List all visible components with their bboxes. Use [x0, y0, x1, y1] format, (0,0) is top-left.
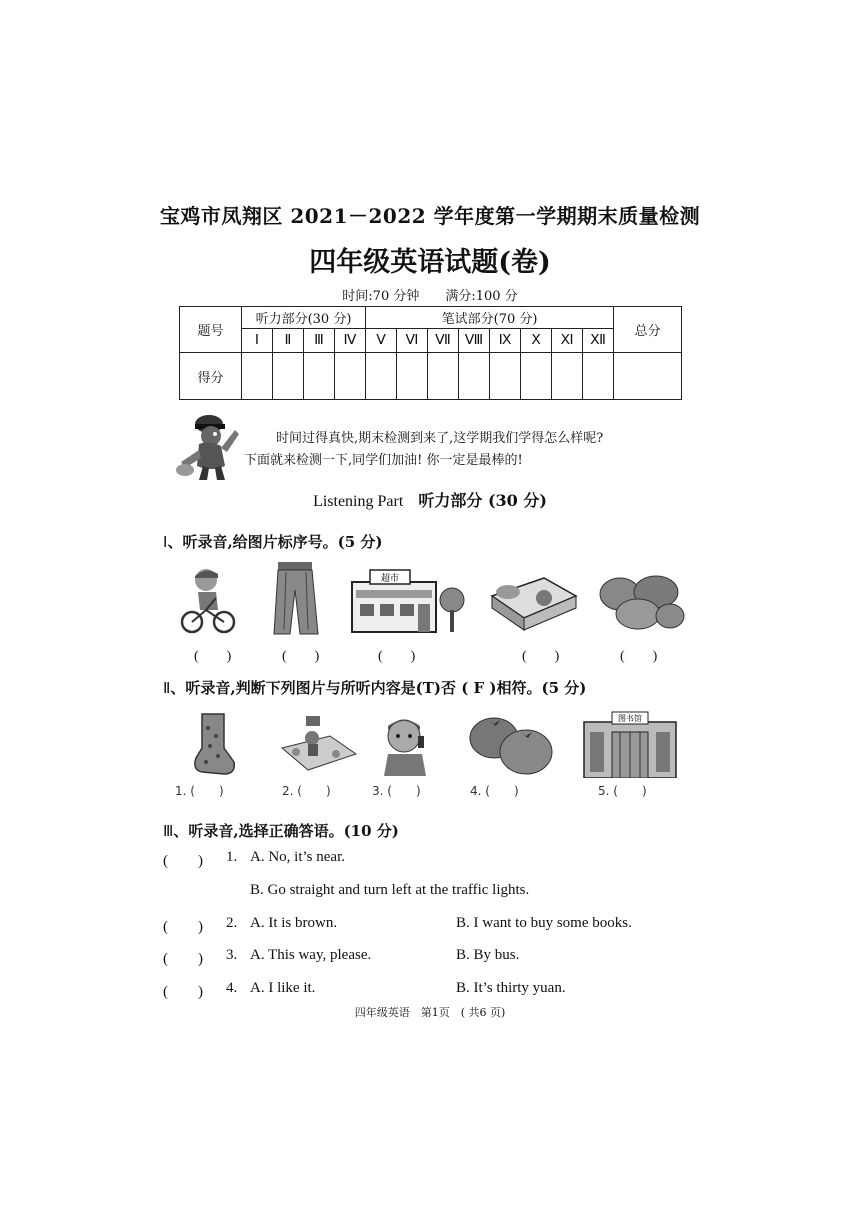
exam-meta: 时间:70 分钟 满分:100 分: [342, 289, 518, 304]
score-cell[interactable]: [397, 353, 428, 400]
score-col-numeral: Ⅷ: [459, 329, 490, 353]
q4-answer-blank[interactable]: ( ): [163, 984, 203, 1000]
score-col-numeral: Ⅲ: [304, 329, 335, 353]
s1-answer-blank[interactable]: ( ): [378, 649, 416, 664]
q2-option-a: A. It is brown.: [250, 915, 338, 931]
exam-title: 四年级英语试题(卷): [309, 247, 551, 278]
q4-option-a: A. I like it.: [250, 980, 316, 996]
mascot-illustration: [173, 410, 243, 482]
s1-answer-blank[interactable]: ( ): [620, 649, 658, 664]
score-table-listening: 听力部分(30 分): [242, 307, 366, 329]
q2-number: 2.: [226, 915, 238, 931]
tomatoes-picture: [466, 710, 556, 778]
section-2-heading: [163, 677, 586, 698]
trousers-picture: [268, 560, 324, 636]
score-cell[interactable]: [521, 353, 552, 400]
q2-option-b: B. I want to buy some books.: [456, 915, 632, 931]
score-table-tihao: 题号: [180, 307, 242, 353]
part-title-en: Listening Part: [313, 493, 404, 510]
score-col-numeral: Ⅻ: [583, 329, 614, 353]
page-footer: 四年级英语 第1页 ( 共6 页): [354, 1006, 506, 1019]
score-cell[interactable]: [366, 353, 397, 400]
score-col-numeral: Ⅹ: [521, 329, 552, 353]
section-2-numeral: Ⅱ: [163, 681, 171, 697]
part-title: [0, 488, 860, 511]
q1-option-b: B. Go straight and turn left at the traffic lights.: [250, 882, 530, 898]
score-cell[interactable]: [335, 353, 366, 400]
score-col-numeral: Ⅶ: [428, 329, 459, 353]
section-2-text: 、听录音,判断下列图片与所听内容是(T)否 ( F )相符。(5 分): [170, 679, 587, 697]
score-col-numeral: Ⅴ: [366, 329, 397, 353]
s2-answer-blank[interactable]: 3. ( ): [372, 784, 421, 798]
boy-riding-bike-picture: [178, 564, 238, 636]
s2-answer-blank[interactable]: 4. ( ): [470, 784, 519, 798]
section-3-text: 、听录音,选择正确答语。(10 分): [173, 822, 399, 840]
score-cell[interactable]: [552, 353, 583, 400]
intro-line-1: 时间过得真快,期末检测到来了,这学期我们学得怎么样呢?: [276, 431, 604, 446]
score-cell[interactable]: [459, 353, 490, 400]
q4-option-b: B. It’s thirty yuan.: [456, 980, 566, 996]
q2-answer-blank[interactable]: ( ): [163, 919, 203, 935]
section-1-numeral: Ⅰ: [163, 535, 168, 551]
score-col-numeral: Ⅱ: [273, 329, 304, 353]
score-total-cell[interactable]: [614, 353, 682, 400]
score-cell[interactable]: [428, 353, 459, 400]
s1-answer-blank[interactable]: ( ): [282, 649, 320, 664]
score-col-numeral: Ⅳ: [335, 329, 366, 353]
picnic-picture: [278, 714, 358, 778]
score-table: [179, 306, 682, 400]
score-cell[interactable]: [583, 353, 614, 400]
score-cell[interactable]: [273, 353, 304, 400]
score-cell[interactable]: [490, 353, 521, 400]
part-title-cn: 听力部分 (30 分): [418, 491, 547, 510]
q3-number: 3.: [226, 947, 238, 963]
score-cell[interactable]: [242, 353, 273, 400]
q1-answer-blank[interactable]: ( ): [163, 853, 203, 869]
s1-answer-blank[interactable]: ( ): [194, 649, 232, 664]
s2-answer-blank[interactable]: 5. ( ): [598, 784, 647, 798]
section-3-numeral: Ⅲ: [163, 824, 174, 840]
score-col-numeral: Ⅸ: [490, 329, 521, 353]
supermarket-sign: 超市: [380, 574, 400, 584]
s1-answer-blank[interactable]: ( ): [522, 649, 560, 664]
supermarket-picture: [348, 568, 468, 634]
score-table-writing: 笔试部分(70 分): [366, 307, 614, 329]
score-cell[interactable]: [304, 353, 335, 400]
section-1-heading: [163, 531, 383, 552]
s2-answer-blank[interactable]: 2. ( ): [282, 784, 331, 798]
q4-number: 4.: [226, 980, 238, 996]
sock-picture: [188, 712, 238, 778]
score-col-numeral: Ⅰ: [242, 329, 273, 353]
score-col-numeral: Ⅵ: [397, 329, 428, 353]
q1-number: 1.: [226, 849, 238, 865]
exam-region-title: 宝鸡市凤翔区 2021－2022 学年度第一学期期末质量检测: [159, 204, 701, 228]
s2-answer-blank[interactable]: 1. ( ): [175, 784, 224, 798]
score-col-numeral: Ⅺ: [552, 329, 583, 353]
q1-option-a: A. No, it’s near.: [250, 849, 345, 865]
q3-answer-blank[interactable]: ( ): [163, 951, 203, 967]
bed-picture: [488, 566, 580, 632]
score-table-defen: 得分: [180, 353, 242, 400]
q3-option-a: A. This way, please.: [250, 947, 372, 963]
library-sign: 图书馆: [618, 714, 642, 723]
girl-phone-picture: [378, 714, 434, 776]
potatoes-picture: [594, 570, 686, 632]
library-picture: [582, 710, 678, 778]
q3-option-b: B. By bus.: [456, 947, 520, 963]
score-table-total: 总分: [614, 307, 682, 353]
intro-line-2: 下面就来检测一下,同学们加油! 你一定是最棒的!: [244, 453, 523, 468]
section-1-text: 、听录音,给图片标序号。(5 分): [167, 533, 383, 551]
section-3-heading: [163, 820, 399, 841]
